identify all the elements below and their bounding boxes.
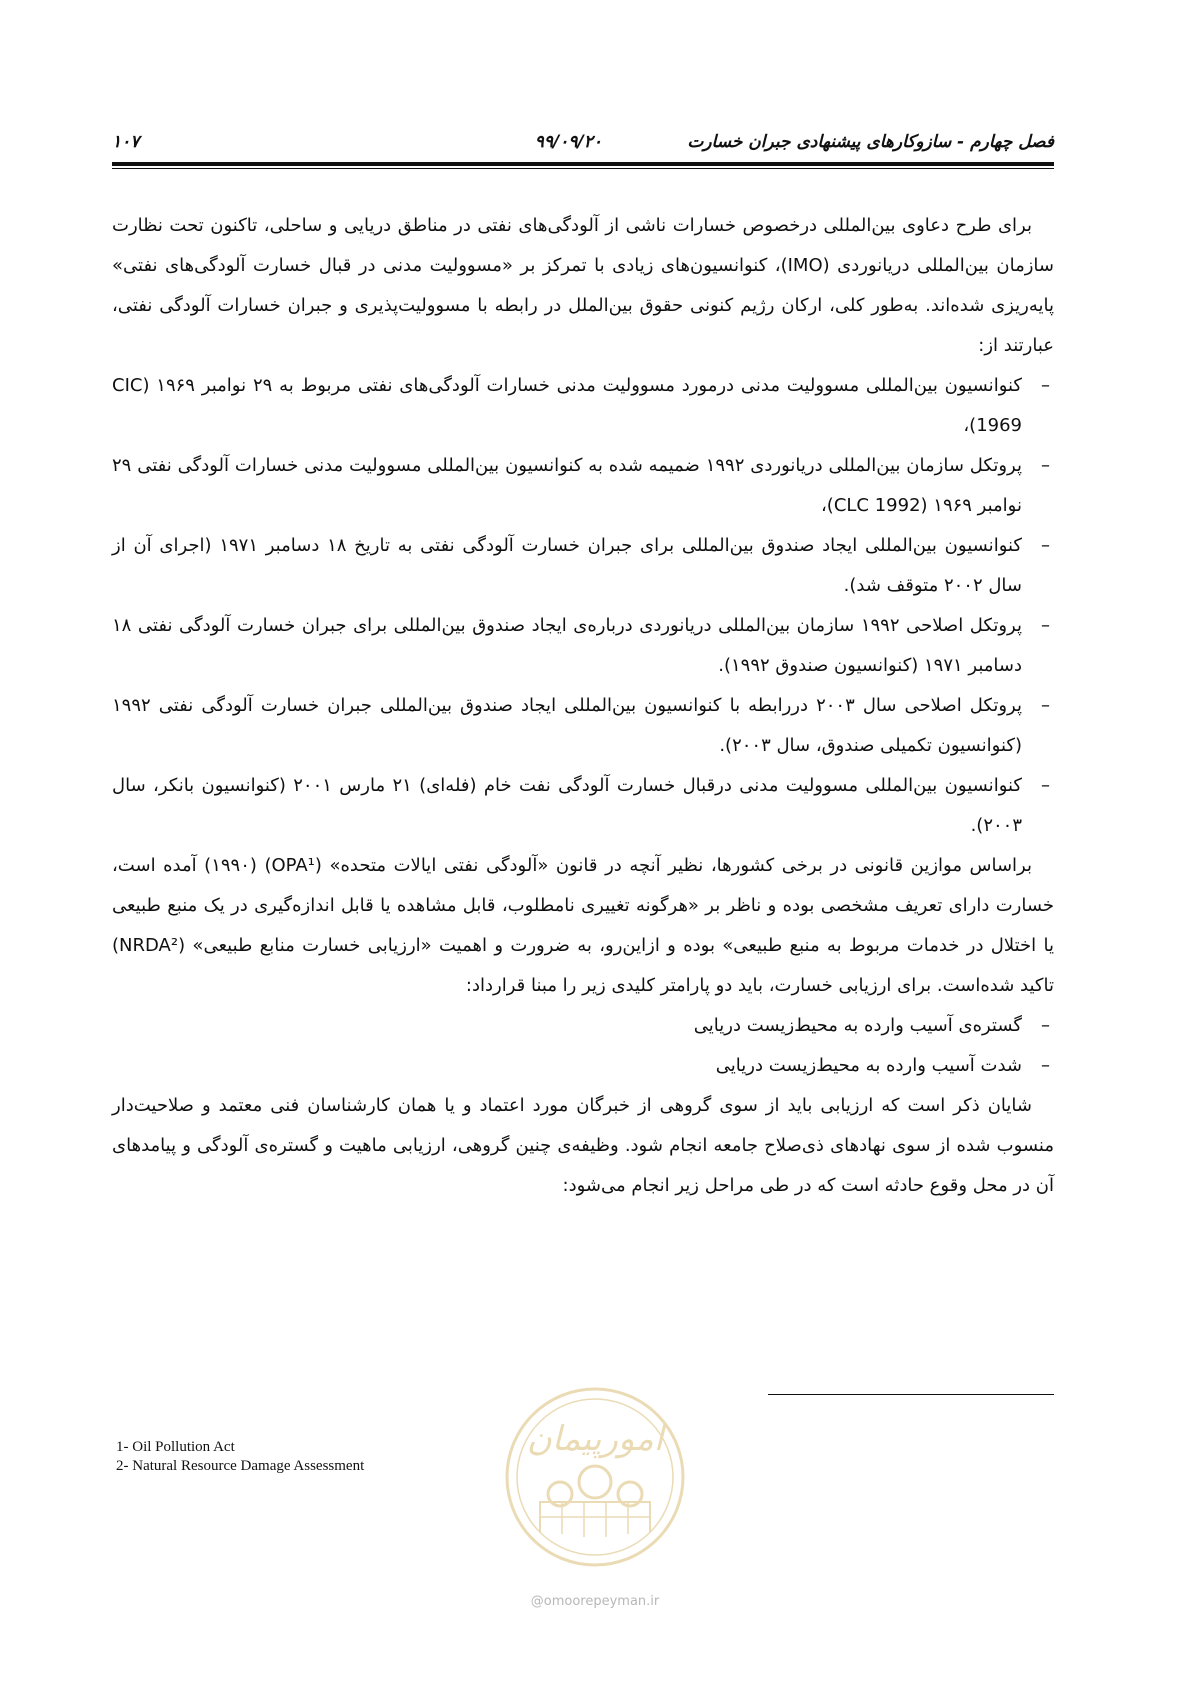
list-item (112, 606, 1054, 686)
dash-bullet: – (1041, 535, 1050, 556)
list-item-text: پروتکل سازمان بین‌المللی دریانوردی ۱۹۹۲ ضمیمه شده به کنوانسیون بین‌المللی مسوولیت مدنی خسارات آلودگی نفتی ۲۹ نوامبر ۱۹۶۹ (CLC 1992)، (112, 455, 1022, 516)
list-item (112, 1046, 1054, 1086)
seal-text: امورپیمان (526, 1419, 664, 1459)
header-date: ۹۹/۰۹/۲۰ (534, 132, 602, 152)
list-item (112, 1006, 1054, 1046)
header-rule-thin (112, 168, 1054, 169)
list-item-text: کنوانسیون بین‌المللی مسوولیت مدنی درقبال خسارت آلودگی نفت خام (فله‌ای) ۲۱ مارس ۲۰۰۱ (کنوانسیون بانکر، سال ۲۰۰۳). (112, 775, 1022, 836)
chapter-title: فصل چهارم - سازوکارهای پیشنهادی جبران خسارت (687, 132, 1054, 152)
footnote-1: 1- Oil Pollution Act (116, 1439, 235, 1455)
running-header (112, 128, 1054, 158)
watermark-site: @omoorepeyman.ir (530, 1594, 660, 1609)
page-number: ۱۰۷ (112, 132, 140, 152)
list-item (112, 766, 1054, 846)
paragraph-intro: برای طرح دعاوی بین‌المللی درخصوص خسارات ناشی از آلودگی‌های نفتی در مناطق دریایی و ساحلی، تاکنون تحت نظارت سازمان بین‌المللی دریانوردی (IMO)، کنوانسیون‌های زیادی با تمرکز بر «مسوولیت مدنی در قبال خسارت آلودگی‌های نفتی» پایه‌ریزی شده‌اند. به‌طور کلی، ارکان رژیم کنونی حقوق بین‌الملل در رابطه با مسوولیت‌پذیری و جبران خسارات آلودگی نفتی، عبارتند از: (112, 215, 1054, 356)
header-rule-thick (112, 162, 1054, 166)
conventions-list (112, 366, 1054, 846)
dash-bullet: – (1041, 455, 1050, 476)
dash-bullet: – (1041, 1055, 1050, 1076)
list-item-text: گستره‌ی آسیب وارده به محیط‌زیست دریایی (693, 1015, 1022, 1036)
list-item (112, 686, 1054, 766)
footnotes (116, 1438, 364, 1476)
list-item-text: پروتکل اصلاحی سال ۲۰۰۳ دررابطه با کنوانسیون بین‌المللی ایجاد صندوق بین‌المللی جبران خسارت آلودگی نفتی ۱۹۹۲ (کنوانسیون تکمیلی صندوق، سال ۲۰۰۳). (112, 695, 1022, 756)
list-item-text: کنوانسیون بین‌المللی مسوولیت مدنی درمورد مسوولیت مدنی خسارات آلودگی‌های نفتی مربوط به ۲۹ نوامبر ۱۹۶۹ (CIC 1969)، (112, 375, 1022, 436)
list-item (112, 526, 1054, 606)
dash-bullet: – (1041, 615, 1050, 636)
footnote-separator (768, 1394, 1054, 1395)
footnote-2: 2- Natural Resource Damage Assessment (116, 1458, 365, 1474)
dash-bullet: – (1041, 375, 1050, 396)
dash-bullet: – (1041, 775, 1050, 796)
paragraph-opa: براساس موازین قانونی در برخی کشورها، نظیر آنچه در قانون «آلودگی نفتی ایالات متحده» (OPA¹) (۱۹۹۰) آمده است، خسارت دارای تعریف مشخصی بوده و ناظر بر «هرگونه تغییری نامطلوب، قابل مشاهده یا قابل اندازه‌گیری در یک منبع طبیعی یا اختلال در خدمات مربوط به منبع طبیعی» بوده و ازاین‌رو، به ضرورت و اهمیت «ارزیابی خسارت منابع طبیعی» (NRDA²) تاکید شده‌است. برای ارزیابی خسارت، باید دو پارامتر کلیدی زیر را مبنا قرارداد: (112, 855, 1054, 996)
list-item (112, 446, 1054, 526)
parameters-list (112, 1006, 1054, 1086)
list-item-text: کنوانسیون بین‌المللی ایجاد صندوق بین‌المللی برای جبران خسارت آلودگی نفتی به تاریخ ۱۸ دسامبر ۱۹۷۱ (اجرای آن از سال ۲۰۰۲ متوقف شد). (112, 535, 1022, 596)
list-item-text: پروتکل اصلاحی ۱۹۹۲ سازمان بین‌المللی دریانوردی درباره‌ی ایجاد صندوق بین‌المللی برای جبران خسارت آلودگی نفتی ۱۸ دسامبر ۱۹۷۱ (کنوانسیون صندوق ۱۹۹۲). (112, 615, 1022, 676)
dash-bullet: – (1041, 1015, 1050, 1036)
list-item-text: شدت آسیب وارده به محیط‌زیست دریایی (715, 1055, 1022, 1076)
dash-bullet: – (1041, 695, 1050, 716)
paragraph-assessment: شایان ذکر است که ارزیابی باید از سوی گروهی از خبرگان مورد اعتماد و یا همان کارشناسان فنی معتمد و صلاحیت‌دار منسوب شده از سوی نهادهای ذی‌صلاح جامعه انجام شود. وظیفه‌ی چنین گروهی، ارزیابی ماهیت و گستره‌ی آلودگی و پیامدهای آن در محل وقوع حادثه است که در طی مراحل زیر انجام می‌شود: (112, 1095, 1054, 1196)
watermark-seal-icon (500, 1382, 690, 1572)
body-text (112, 206, 1054, 1206)
list-item (112, 366, 1054, 446)
